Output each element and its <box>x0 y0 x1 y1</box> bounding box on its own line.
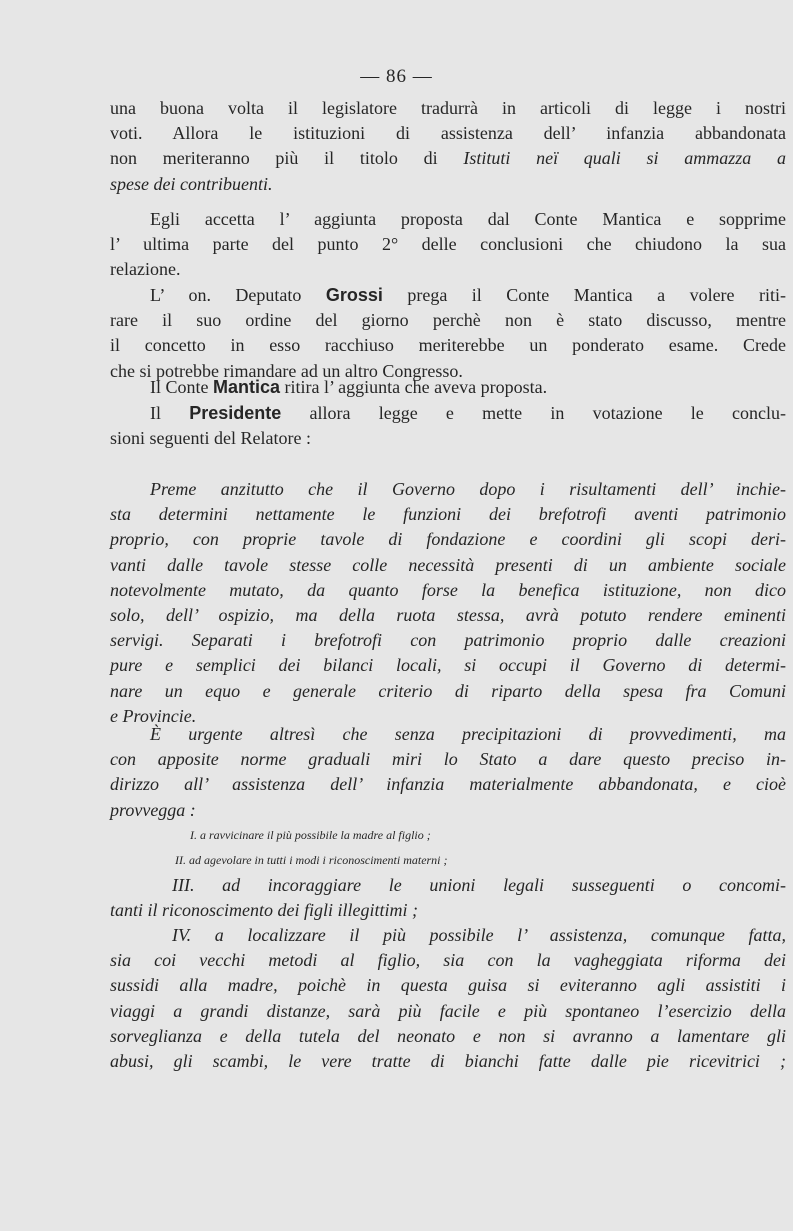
text-line: il concetto in esso racchiuso meriterebbe un ponderato esame. Crede <box>110 335 786 356</box>
text-line: solo, dell’ ospizio, ma della ruota stessa, avrà potuto rendere eminenti <box>110 605 786 626</box>
urgente-paragraph <box>110 722 786 823</box>
list-item-iii <box>110 873 786 923</box>
mantica-paragraph <box>110 375 786 400</box>
egli-paragraph <box>110 207 786 283</box>
text-line: dirizzo all’ assistenza dell’ infanzia materialmente abbandonata, e cioè <box>110 774 786 795</box>
text-span: L’ on. Deputato <box>150 285 326 305</box>
text-line: vanti dalle tavole stesse colle necessità presenti di un ambiente sociale <box>110 554 786 575</box>
intro-paragraph <box>110 96 786 197</box>
list-item-iv <box>110 923 786 1074</box>
text-line: sia coi vecchi metodi al figlio, sia con la vagheggiata riforma dei <box>110 950 786 971</box>
list-item: II. ad agevolare in tutti i modi i riconoscimenti materni ; <box>175 853 448 867</box>
presidente-paragraph <box>110 401 786 451</box>
text-line: È urgente altresì che senza precipitazioni di provvedimenti, ma <box>150 724 786 744</box>
text-span: ritira l’ aggiunta che aveva proposta. <box>280 377 548 397</box>
text-span: Il <box>150 403 190 423</box>
text-line: proprio, con proprie tavole di fondazione e coordini gli scopi deri- <box>110 529 786 550</box>
text-line <box>110 401 786 426</box>
text-line: sta determini nettamente le funzioni dei brefotrofi aventi patrimonio <box>110 504 786 525</box>
text-line: viaggi a grandi distanze, sarà più facile e più spontaneo l’esercizio della <box>110 1000 786 1021</box>
text-line: provvegga : <box>110 799 196 820</box>
text-line: pure e semplici dei bilanci locali, si occupi il Governo di determi- <box>110 655 786 676</box>
grossi-paragraph <box>110 283 786 384</box>
text-line: notevolmente mutato, da quanto forse la benefica istituzione, non dico <box>110 579 786 600</box>
text-line: nare un equo e generale criterio di riparto della spesa fra Comuni <box>110 680 786 701</box>
text-line: spese dei contribuenti. <box>110 173 273 194</box>
text-line <box>110 283 786 308</box>
text-line: sussidi alla madre, poichè in questa guisa si eviteranno agli assistiti i <box>110 975 786 996</box>
preme-paragraph <box>110 477 786 729</box>
text-line: abusi, gli scambi, le vere tratte di bianchi fatte dalle pie ricevitrici ; <box>110 1051 786 1072</box>
text-line <box>110 375 786 400</box>
speaker-name: Mantica <box>213 377 281 397</box>
page-number: — 86 — <box>360 66 433 87</box>
text-line: servigi. Separati i brefotrofi con patrimonio proprio dalle creazioni <box>110 630 786 651</box>
text-line: con apposite norme graduali miri lo Stato a dare questo preciso in- <box>110 749 786 770</box>
text-span: allora legge e mette in votazione le conclu- <box>281 403 787 423</box>
text-line: e Provincie. <box>110 705 197 726</box>
text-line: sioni seguenti del Relatore : <box>110 428 311 449</box>
text-span: non meriteranno più il titolo di <box>110 148 464 169</box>
text-line: III. ad incoraggiare le unioni legali susseguenti o concomi- <box>172 875 786 895</box>
text-span: prega il Conte Mantica a volere riti- <box>382 285 786 305</box>
text-line: relazione. <box>110 259 181 280</box>
text-line: l’ ultima parte del punto 2° delle conclusioni che chiudono la sua <box>110 234 786 255</box>
text-line: IV. a localizzare il più possibile l’ assistenza, comunque fatta, <box>172 925 786 945</box>
text-line: rare il suo ordine del giorno perchè non è stato discusso, mentre <box>110 310 786 331</box>
text-line: che si potrebbe rimandare ad un altro Congresso. <box>110 360 463 381</box>
text-line: sorveglianza e della tutela del neonato e non si avranno a lamentare gli <box>110 1025 786 1046</box>
text-line: una buona volta il legislatore tradurrà in articoli di legge i nostri <box>110 98 786 118</box>
text-line: Egli accetta l’ aggiunta proposta dal Conte Mantica e sopprime <box>150 209 786 229</box>
speaker-name: Grossi <box>325 285 383 305</box>
list-item: I. a ravvicinare il più possibile la madre al figlio ; <box>190 828 431 842</box>
italic-phrase: Istituti neï quali si ammazza a <box>463 148 786 169</box>
text-line: tanti il riconoscimento dei figli illegittimi ; <box>110 900 418 921</box>
text-span: Il Conte <box>150 377 213 397</box>
speaker-name: Presidente <box>189 403 282 423</box>
text-line: Preme anzitutto che il Governo dopo i risultamenti dell’ inchie- <box>150 479 786 499</box>
text-line: voti. Allora le istituzioni di assistenza dell’ infanzia abbandonata <box>110 123 786 144</box>
text-line <box>110 146 786 171</box>
